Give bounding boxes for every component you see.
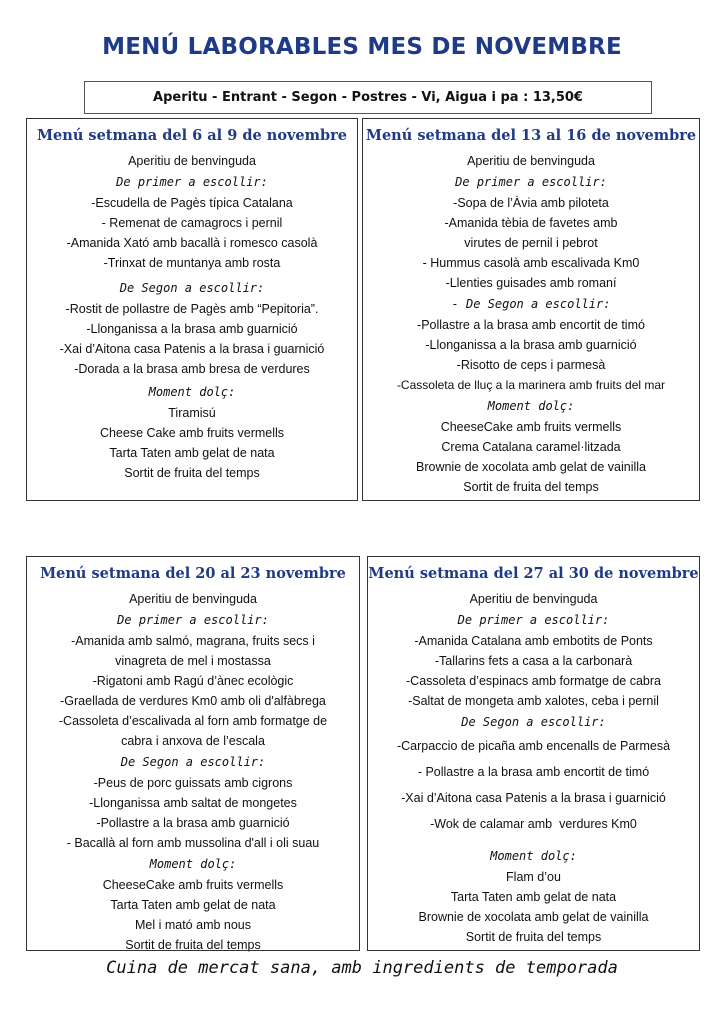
first-course-heading: De primer a escollir:: [117, 613, 269, 627]
second-course-item: -Rostit de pollastre de Pagès amb “Pepitoria”.: [65, 302, 319, 316]
first-course-item: -Amanida Xató amb bacallà i romesco casolà: [66, 236, 318, 250]
first-course-item: vinagreta de mel i mostassa: [115, 654, 271, 668]
first-course-item: -Amanida amb salmó, magrana, fruits secs i: [71, 634, 315, 648]
dessert-item: Sortit de fruita del temps: [124, 466, 260, 480]
menu-week-2: [362, 118, 700, 501]
dessert-item: Tarta Taten amb gelat de nata: [109, 446, 275, 460]
second-course-item: - Pollastre a la brasa amb encortit de timó: [417, 765, 650, 779]
footer-tagline: Cuina de mercat sana, amb ingredients de temporada: [106, 958, 618, 978]
first-course-item: -Trinxat de muntanya amb rosta: [103, 256, 281, 270]
second-course-item: -Wok de calamar amb verdures Km0: [430, 817, 637, 831]
welcome-line: Aperitiu de benvinguda: [128, 154, 256, 168]
dessert-item: Brownie de xocolata amb gelat de vainilla: [418, 910, 649, 924]
menu-week-1: [26, 118, 358, 501]
dessert-item: CheeseCake amb fruits vermells: [102, 878, 284, 892]
second-course-item: -Xai d’Aitona casa Patenis a la brasa i guarnició: [59, 342, 325, 356]
second-course-item: -Cassoleta de lluç a la marinera amb fruits del mar: [396, 378, 666, 392]
dessert-heading: Moment dolç:: [149, 857, 237, 871]
dessert-item: CheeseCake amb fruits vermells: [440, 420, 622, 434]
second-course-item: - Bacallà al forn amb mussolina d'all i oli suau: [66, 836, 320, 850]
week-title: Menú setmana del 6 al 9 de novembre: [37, 127, 347, 144]
second-course-heading: - De Segon a escollir:: [451, 297, 611, 311]
dessert-heading: Moment dolç:: [148, 385, 236, 399]
second-course-item: -Peus de porc guissats amb cigrons: [93, 776, 293, 790]
second-course-item: -Pollastre a la brasa amb encortit de timó: [417, 318, 645, 332]
second-course-item: -Dorada a la brasa amb bresa de verdures: [74, 362, 310, 376]
second-course-heading: De Segon a escollir:: [119, 281, 265, 295]
second-course-item: -Llonganissa amb saltat de mongetes: [89, 796, 297, 810]
page-title: MENÚ LABORABLES MES DE NOVEMBRE: [102, 34, 622, 60]
menu-week-4: [367, 556, 700, 951]
first-course-item: - Remenat de camagrocs i pernil: [101, 216, 283, 230]
dessert-item: Cheese Cake amb fruits vermells: [99, 426, 285, 440]
dessert-item: Tarta Taten amb gelat de nata: [110, 898, 276, 912]
dessert-item: Mel i mató amb nous: [134, 918, 252, 932]
dessert-item: Crema Catalana caramel·litzada: [441, 440, 621, 454]
second-course-item: -Pollastre a la brasa amb guarnició: [96, 816, 290, 830]
first-course-item: -Rigatoni amb Ragú d’ànec ecològic: [92, 674, 294, 688]
week-title: Menú setmana del 20 al 23 novembre: [40, 565, 346, 582]
first-course-item: cabra i anxova de l’escala: [121, 734, 265, 748]
welcome-line: Aperitiu de benvinguda: [469, 592, 598, 606]
dessert-item: Brownie de xocolata amb gelat de vainilla: [416, 460, 646, 474]
dessert-item: Sortit de fruita del temps: [463, 480, 599, 494]
dessert-heading: Moment dolç:: [487, 399, 575, 413]
first-course-item: -Graellada de verdures Km0 amb oli d'alfàbrega: [60, 694, 326, 708]
dessert-item: Sortit de fruita del temps: [125, 938, 261, 952]
first-course-item: -Amanida Catalana amb embotits de Ponts: [414, 634, 653, 648]
week-title: Menú setmana del 27 al 30 de novembre: [368, 565, 699, 582]
first-course-item: -Amanida tèbia de favetes amb: [444, 216, 618, 230]
first-course-item: virutes de pernil i pebrot: [464, 236, 598, 250]
first-course-item: -Saltat de mongeta amb xalotes, ceba i pernil: [408, 694, 659, 708]
welcome-line: Aperitiu de benvinguda: [467, 154, 595, 168]
first-course-item: -Cassoleta d’escalivada al forn amb formatge de: [58, 714, 328, 728]
first-course-item: -Escudella de Pagès típica Catalana: [91, 196, 293, 210]
second-course-item: -Risotto de ceps i parmesà: [456, 358, 606, 372]
second-course-item: -Llonganissa a la brasa amb guarnició: [425, 338, 637, 352]
first-course-item: -Cassoleta d’espinacs amb formatge de cabra: [406, 674, 661, 688]
dessert-item: Tarta Taten amb gelat de nata: [450, 890, 617, 904]
dessert-item: Sortit de fruita del temps: [465, 930, 602, 944]
week-title: Menú setmana del 13 al 16 de novembre: [365, 127, 697, 144]
first-course-heading: De primer a escollir:: [457, 613, 610, 627]
dessert-heading: Moment dolç:: [490, 849, 577, 863]
second-course-item: -Carpaccio de picaña amb encenalls de Parmesà: [396, 739, 671, 753]
first-course-item: -Tallarins fets a casa a la carbonarà: [434, 654, 633, 668]
welcome-line: Aperitiu de benvinguda: [129, 592, 257, 606]
second-course-heading: De Segon a escollir:: [461, 715, 606, 729]
second-course-item: -Xai d’Aitona casa Patenis a la brasa i guarnició: [401, 791, 666, 805]
first-course-item: - Hummus casolà amb escalivada Km0: [422, 256, 640, 270]
first-course-item: -Llenties guisades amb romaní: [445, 276, 617, 290]
first-course-heading: De primer a escollir:: [455, 175, 607, 189]
second-course-item: -Llonganissa a la brasa amb guarnició: [86, 322, 298, 336]
first-course-heading: De primer a escollir:: [116, 175, 268, 189]
price-box: Aperitu - Entrant - Segon - Postres - Vi, Aigua i pa : 13,50€: [84, 81, 652, 114]
dessert-item: Flam d’ou: [506, 870, 561, 884]
dessert-item: Tiramisú: [168, 406, 216, 420]
first-course-item: -Sopa de l’Àvia amb piloteta: [453, 196, 609, 210]
menu-week-3: [26, 556, 360, 951]
second-course-heading: De Segon a escollir:: [120, 755, 266, 769]
